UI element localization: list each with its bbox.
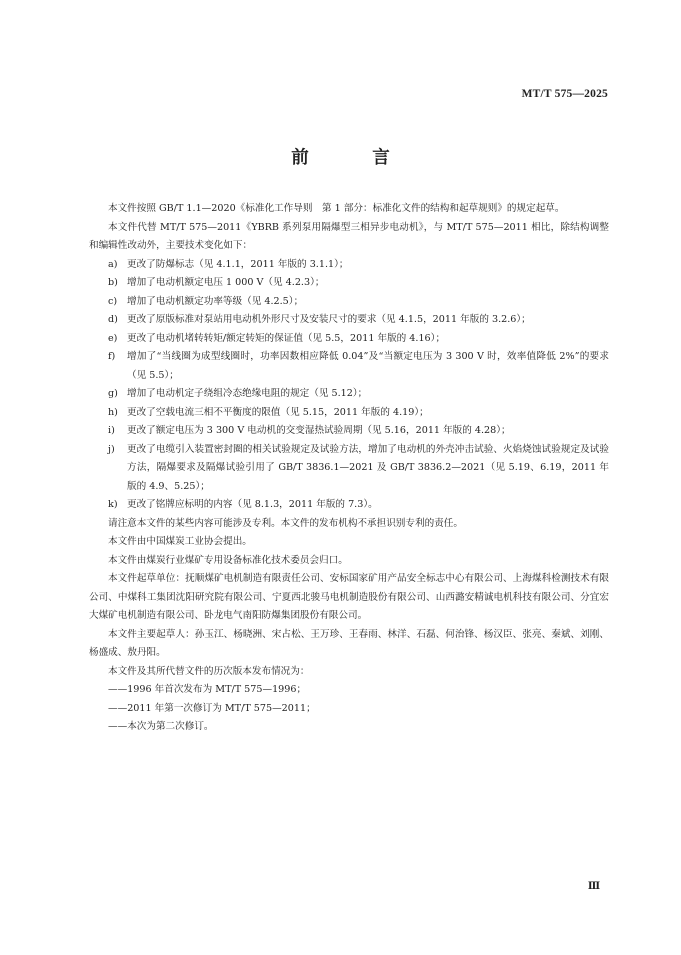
paragraph: 本文件按照 GB/T 1.1—2020《标准化工作导则 第 1 部分：标准化文件的结构和起草规则》的规定起草。 [108,203,565,214]
list-item [89,256,609,275]
list-item-text: 更改了电缆引入装置密封圈的相关试验规定及试验方法，增加了电动机的外壳冲击试验、火焰烧蚀试验规定及试验方法，隔爆要求及隔爆试验引用了 GB/T 3836.1—2021 及 GB/T 3836.2—2021（见 5.19、6.19，2011 年版的 4.9、5.25）； [127,443,609,492]
list-item-label: e) [108,332,118,344]
list-item [89,274,609,293]
foreword-body [89,200,609,737]
list-item-text: 增加了电动机额定电压 1 000 V（见 4.2.3）； [127,277,325,288]
list-item-label: f) [108,351,116,362]
patent-notice: 请注意本文件的某些内容可能涉及专利。本文件的发布机构不承担识别专利的责任。 [108,517,463,529]
list-item-text: 更改了额定电压为 3 300 V 电动机的交变湿热试验周期（见 5.16，2011 年版的 4.28）； [127,425,511,436]
history-item: ——本次为第二次修订。 [108,721,214,732]
list-item-label: i) [108,425,115,436]
list-item [89,496,609,515]
history-item: ——2011 年第一次修订为 MT/T 575—2011； [108,702,316,714]
list-item-text: 增加了电动机定子绕组冷态绝缘电阻的规定（见 5.12）； [127,388,368,399]
list-item [89,293,609,312]
list-item [89,404,609,423]
list-item-label: k) [108,499,118,510]
changes-list [89,256,609,515]
list-item-text: 更改了铭牌应标明的内容（见 8.1.3，2011 年版的 7.3）。 [127,499,378,510]
page-title: 前 言 [291,148,413,168]
list-item-label: d) [108,314,118,325]
page-number: Ⅲ [587,881,600,892]
list-item-label: c) [108,295,118,307]
list-item-label: g) [108,388,118,399]
list-item-label: j) [108,443,115,455]
list-item-text: 更改了防爆标志（见 4.1.1，2011 年版的 3.1.1）； [127,258,349,270]
proposer: 本文件由中国煤炭工业协会提出。 [108,536,252,547]
drafting-units: 本文件起草单位：抚顺煤矿电机制造有限责任公司、安标国家矿用产品安全标志中心有限公司、上海煤科检测技术有限公司、中煤科工集团沈阳研究院有限公司、宁夏西北骏马电机制造股份有限公司、山西潞安精诚电机科技有限公司、分宜宏大煤矿电机制造有限公司、卧龙电气南阳防爆集团股份有限公司。 [89,573,609,621]
list-item [89,330,609,349]
drafters: 本文件主要起草人：孙玉江、杨晓洲、宋占松、王万珍、王春雨、林洋、石磊、何治锋、杨汉臣、张亮、秦斌、刘刚、杨盛成、敖丹阳。 [89,628,609,658]
list-item-label: h) [108,406,118,418]
list-item-text: 增加了电动机额定功率等级（见 4.2.5）； [127,295,304,307]
technical-committee: 本文件由煤炭行业煤矿专用设备标准化技术委员会归口。 [108,554,348,566]
list-item-text: 更改了电动机堵转转矩/额定转矩的保证值（见 5.5，2011 年版的 4.16）； [127,332,446,344]
history-intro: 本文件及其所代替文件的历次版本发布情况为： [108,665,310,677]
standard-code: MT/T 575—2025 [521,88,608,100]
list-item [89,311,609,330]
paragraph: 本文件代替 MT/T 575—2011《YBRB 系列泵用隔爆型三相异步电动机》，与 MT/T 575—2011 相比，除结构调整和编辑性改动外，主要技术变化如下： [89,221,609,251]
list-item [89,385,609,404]
list-item [89,422,609,441]
list-item [89,441,609,497]
history-item: ——1996 年首次发布为 MT/T 575—1996； [108,684,307,695]
list-item-text: 增加了“当线圈为成型线圈时，功率因数相应降低 0.04”及“当额定电压为 3 300 V 时，效率值降低 2%”的要求（见 5.5）； [127,351,609,381]
list-item-label: a) [108,258,118,270]
list-item [89,348,609,385]
list-item-text: 更改了原版标准对泵站用电动机外形尺寸及安装尺寸的要求（见 4.1.5，2011 年版的 3.2.6）； [127,314,531,325]
list-item-text: 更改了空载电流三相不平衡度的限值（见 5.15，2011 年版的 4.19）； [127,406,429,418]
list-item-label: b) [108,277,118,288]
